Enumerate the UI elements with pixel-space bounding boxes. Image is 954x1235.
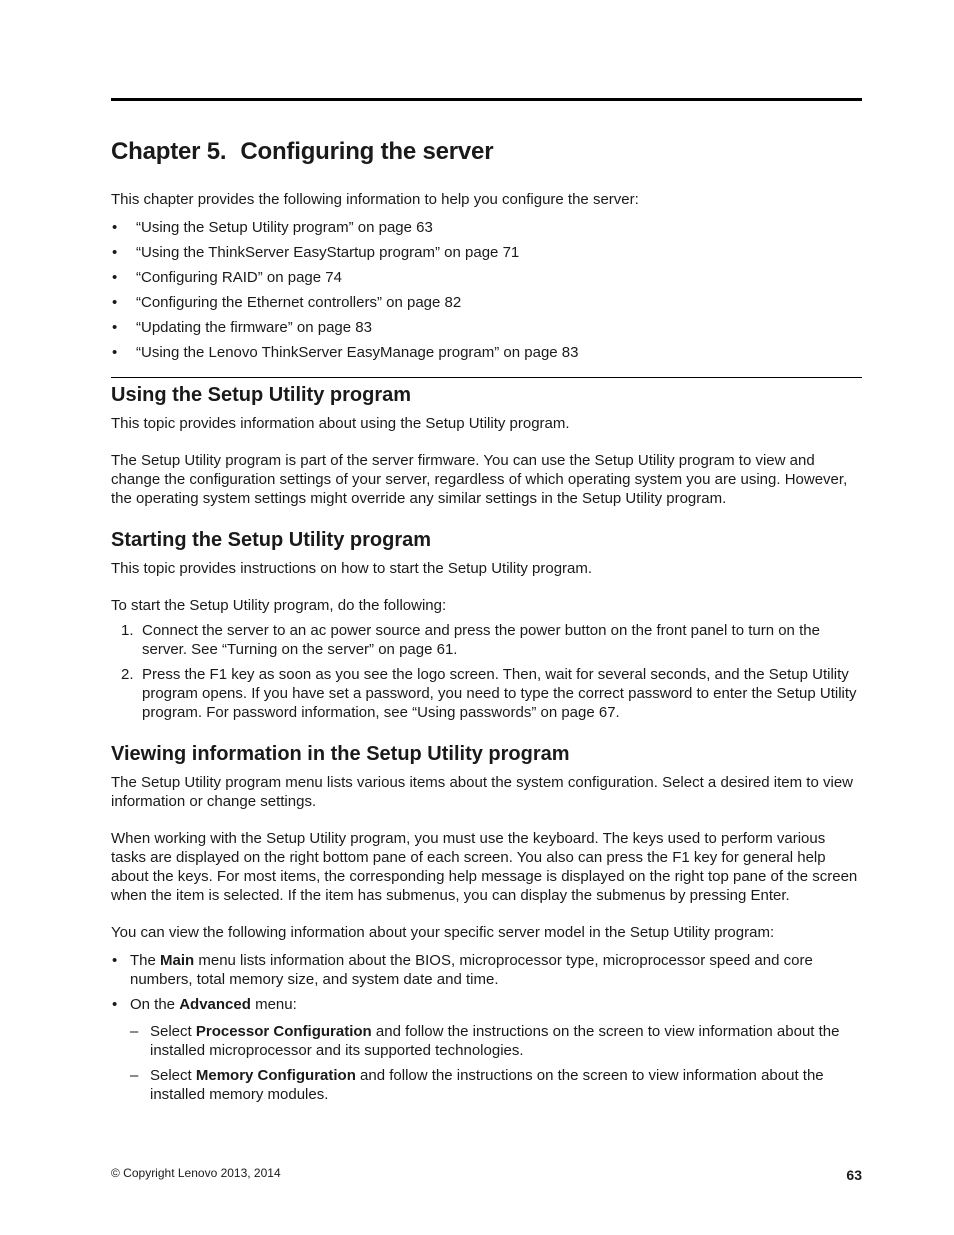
step-text: Press the F1 key as soon as you see the logo screen. Then, wait for several seconds, and the Setup Utility program opens. If you have set a password, you need to type the correct password to enter the Setup Utility program. For password information, see “Using passwords” on page 67. bbox=[142, 666, 857, 721]
info-item-main: • The Main menu lists information about the BIOS, microprocessor type, microprocessor speed and core numbers, total memory size, and system date and time. bbox=[112, 952, 813, 988]
toc-item[interactable]: • “Configuring RAID” on page 74 bbox=[111, 268, 862, 287]
section-heading-viewing-info: Viewing information in the Setup Utility program bbox=[111, 743, 570, 765]
toc-item[interactable]: • “Updating the firmware” on page 83 bbox=[111, 318, 862, 337]
menu-name-advanced: Advanced bbox=[179, 996, 251, 1013]
toc-item[interactable]: • “Using the ThinkServer EasyStartup program” on page 71 bbox=[111, 243, 862, 262]
paragraph: You can view the following information about your specific server model in the Setup Utility program: bbox=[111, 924, 775, 941]
copyright: © Copyright Lenovo 2013, 2014 bbox=[111, 1166, 281, 1180]
info-list bbox=[111, 951, 862, 1104]
chapter-number: Chapter 5. bbox=[111, 138, 227, 165]
page-content bbox=[111, 98, 862, 1110]
sub-item-processor: – Select Processor Configuration and follow the instructions on the screen to view information about the installed microprocessor and its supported technologies. bbox=[130, 1023, 840, 1059]
step-item bbox=[111, 665, 862, 722]
chapter-toc bbox=[111, 218, 862, 362]
menu-name-main: Main bbox=[160, 952, 195, 969]
toc-item[interactable]: • “Configuring the Ethernet controllers” on page 82 bbox=[111, 293, 862, 312]
menu-name-processor: Processor Configuration bbox=[195, 1023, 372, 1040]
sub-item-memory: – Select Memory Configuration and follow the instructions on the screen to view information about the installed memory modules. bbox=[130, 1067, 824, 1103]
paragraph: The Setup Utility program menu lists various items about the system configuration. Select a desired item to view information or change settings. bbox=[111, 774, 853, 810]
bullet: • bbox=[112, 996, 118, 1013]
advanced-sub-list bbox=[130, 1022, 862, 1104]
step-item bbox=[111, 621, 862, 659]
section-heading-using-setup: Using the Setup Utility program bbox=[111, 384, 412, 406]
dash: – bbox=[130, 1023, 139, 1040]
menu-name-memory: Memory Configuration bbox=[195, 1067, 356, 1084]
bullet: • bbox=[112, 952, 118, 969]
steps-list bbox=[111, 621, 862, 722]
paragraph: This topic provides information about using the Setup Utility program. bbox=[111, 415, 570, 432]
step-number: 2. bbox=[121, 666, 134, 683]
chapter-intro: This chapter provides the following information to help you configure the server: bbox=[111, 191, 639, 208]
paragraph: To start the Setup Utility program, do the following: bbox=[111, 597, 447, 614]
paragraph: When working with the Setup Utility program, you must use the keyboard. The keys used to perform various tasks are displayed on the right bottom pane of each screen. You also can press the F1 key for general help about the keys. For most items, the corresponding help message is displayed on the right top pane of the screen when the item is selected. If the item has submenus, you can display the submenus by pressing Enter. bbox=[111, 830, 858, 904]
page-number: 63 bbox=[846, 1167, 862, 1183]
section-heading-starting-setup: Starting the Setup Utility program bbox=[111, 529, 432, 551]
toc-item[interactable]: • “Using the Lenovo ThinkServer EasyManage program” on page 83 bbox=[111, 343, 862, 362]
section-rule bbox=[111, 377, 862, 378]
chapter-top-rule bbox=[111, 98, 862, 101]
dash: – bbox=[130, 1067, 139, 1084]
paragraph: This topic provides instructions on how to start the Setup Utility program. bbox=[111, 560, 593, 577]
paragraph: The Setup Utility program is part of the server firmware. You can use the Setup Utility program to view and change the configuration settings of your server, regardless of which operating system you are using. However, the operating system settings might override any similar settings in the Setup Utility program. bbox=[111, 452, 848, 507]
page-footer bbox=[111, 1166, 862, 1186]
toc-item[interactable]: • “Using the Setup Utility program” on page 63 bbox=[111, 218, 862, 237]
chapter-title bbox=[111, 137, 862, 167]
step-number: 1. bbox=[121, 622, 134, 639]
step-text: Connect the server to an ac power source and press the power button on the front panel to turn on the server. See “Turning on the server” on page 61. bbox=[142, 622, 820, 658]
chapter-title-text: Configuring the server bbox=[240, 138, 494, 165]
info-item-advanced: • On the Advanced menu: – Select Processor Configuration and follow the instructions on the screen to view information about the installed microprocessor and its supported technologies. – Select Memory Configuration and follow the instructions on the screen to view information about the installed memory modules. bbox=[111, 995, 862, 1104]
